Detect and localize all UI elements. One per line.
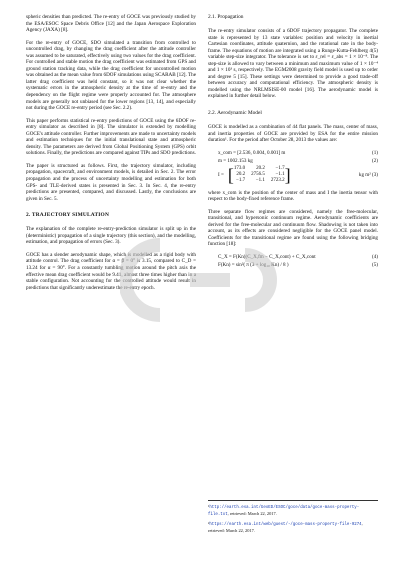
matrix-grid (234, 166, 285, 184)
equation-text: C_X = F(Kn)(C_X,fm − C_X,cont) + C_X,cont (218, 254, 316, 261)
inertia-equation (208, 166, 291, 184)
equation-5 (208, 262, 378, 268)
matrix-cell: −1.7 (236, 177, 246, 183)
footnotes (208, 500, 378, 536)
left-column (26, 14, 196, 297)
matrix-cell: 20.2 (236, 171, 246, 177)
equation-block (208, 150, 378, 184)
footnote-note: , retrieved: March 22, 2017. (227, 511, 277, 517)
equation-number: (5) (372, 262, 378, 269)
equation-text: F(Kn) = sin²( π (3 + log₁₀ Kn) / 8 ) (218, 262, 289, 269)
footnote-link[interactable]: https://earth.esa.int/web/guest/-/goce-mass-property-file-9274 (209, 522, 362, 527)
paragraph: For the re-entry of GOCE, SDO simulated a transition from controlled to uncontrolled drag, by changing the drag coefficient after the attitude controller was assumed to be saturated, effectively using two values for the drag coefficient. For controlled and stable motion the drag coefficient was estimated from GPS and ground station tracking data, while the drag coefficient for uncontrolled motion was obtained as the mean value from 6DOF simulations using SCARAB [12]. The latter drag coefficient was held constant, so it was not clear whether the systematic errors in the atmospheric density at the time of re-entry and the dependency on the flight regime were properly accounted for. The atmosphere models are generally not unbiased for the lower regions [13, 14], and especially not during the GOCE re-entry period (see Sec. 2.2). (26, 39, 196, 112)
subsection-heading: 2.2. Aerodynamic Model (208, 110, 262, 117)
equation-text: m = 1002.153 kg (218, 157, 253, 164)
paragraph: The re-entry simulator consists of a 6DOF trajectory propagator. The complete state is represented by 13 state variables: position and velocity in inertial Cartesian coordinates, attitude quaternion, and the rotational rate in the body-frame. The equations of motion are integrated using a Runge-Kutta-Fehlberg 4(5) variable step-size integrator. The tolerance is set to ε_rel = ε_abs = 1 × 10⁻⁸. The step-size is allowed to vary between a minimum and maximum value of 1 × 10⁻⁴ and 1 × 10³ s, respectively. The EGM2008 gravity field model is used up to order and degree 5 [15]. These settings were determined to provide a good trade-off between accuracy and computational efficiency. The atmospheric density is modelled using the NRLMSISE-00 model [16]. The aerodynamic model is explained in further detail below. (208, 28, 378, 100)
paragraph: The paper is structured as follows. First, the trajectory simulator, including propagation, spacecraft, and environment models, is detailed in Sec. 2. The error propagation and the process of uncertainty modelling and estimation for both GPS- and TLE-derived states is presented in Sec. 3. In Sec. 4, the re-entry predictions are presented, compared, and discussed. Lastly, the conclusions are given in Sec. 5. (26, 162, 196, 202)
paragraph: GOCE has a slender aerodynamic shape, which is modelled as a rigid body with attitude control. The drag coefficient for α = β = 0° is 3.15, compared to C_D = 13.24 for α = 90°. For a constantly tumbling motion around the pitch axis the effective mean drag coefficient would be 9.41, almost three times higher than in a stable configuration. Not accounting for the controlled attitude would result in predictions that significantly underestimate the re-entry epoch. (26, 251, 196, 291)
matrix-cell: −1.1 (275, 171, 285, 177)
footnote: ¹http://earth.esa.int/GeoED/ESOC/goce/data/goce-mass-property-file.txt, retrieved: March 22, 2017. (208, 504, 360, 518)
equation-number: (1) (372, 149, 378, 156)
equation-text: x_com = [2.536, 0.004, 0.001] m (218, 149, 286, 156)
equation-3 (208, 166, 378, 184)
matrix-cell: 2723.2 (270, 177, 285, 183)
equation-2 (208, 158, 378, 164)
equation-text: I = (218, 171, 224, 178)
matrix-cell: −1.7 (275, 165, 285, 171)
inertia-matrix (228, 166, 291, 184)
equation-1 (208, 150, 378, 156)
subsection-heading: 2.1. Propagation (208, 14, 244, 20)
paragraph: Three separate flow regimes are considered, namely the free-molecular, transitional, and hypersonic continuum regime. Aerodynamic coefficients are derived for the free-molecular and continuum flow. Shadowing is not taken into account, as its effects are considered negligible for the GOCE panel model. Coefficients for the transitional regime are found using the following bridging function [18]: (208, 208, 378, 248)
matrix-cell: 2756.5 (251, 171, 265, 177)
section-heading: 2. TRAJECTORY SIMULATION (26, 212, 110, 219)
matrix-cell: 20.2 (256, 165, 265, 171)
footnote-link[interactable]: http://earth.esa.int/GeoED/ESOC/goce/data/goce-mass-property-file.txt (208, 506, 360, 518)
paragraph: spheric densities than predicted. The re-entry of GOCE was previously studied by the ESA/ESOC Space Debris Office [12] and the Japan Aerospace Exploration Agency (JAXA) [8]. (26, 14, 196, 34)
equation-number: (4) (372, 254, 378, 261)
matrix-cell: 173.0 (233, 165, 246, 171)
paragraph: where x_com is the position of the center of mass and I the inertia tensor with respect to the body-fixed reference frame. (208, 189, 378, 203)
left-bracket: [ (227, 164, 234, 185)
footnote-note: , retrieved: March 22, 2017. (208, 520, 363, 534)
right-column (208, 14, 378, 274)
right-bracket: ] (284, 164, 291, 185)
paragraph: GOCE is modelled as a combination of 44 flat panels. The mass, center of mass, and inertia properties of GOCE are provided by ESA for the entire mission duration¹. For the period after October 28, 2013 the values are: (208, 124, 378, 144)
equation-unit: kg m² (3) (358, 171, 378, 178)
paragraph: This paper performs statistical re-entry predictions of GOCE using the 6DOF re-entry simulator as described in [8]. The simulator is extended by modelling GOCE's attitude controller. Further improvements are made to uncertainty models and estimation techniques for the initial translational state and atmospheric density. The parameters are derived from Global Positioning System (GPS) orbit solutions. Finally, the predictions are compared against TIPs and SDO predictions. (26, 117, 196, 157)
paragraph: The explanation of the complete re-entry-prediction simulator is split up in the (deterministic) propagation of a single trajectory (this section), and the modelling, estimation, and propagation of errors (Sec. 3). (26, 226, 196, 246)
equation-4 (208, 254, 378, 260)
equation-block (208, 254, 378, 268)
matrix-cell: −1.1 (255, 177, 265, 183)
equation-number: (2) (372, 157, 378, 164)
footnote: ²https://earth.esa.int/web/guest/-/goce-mass-property-file-9274, retrieved: March 22, 2017. (208, 520, 363, 534)
